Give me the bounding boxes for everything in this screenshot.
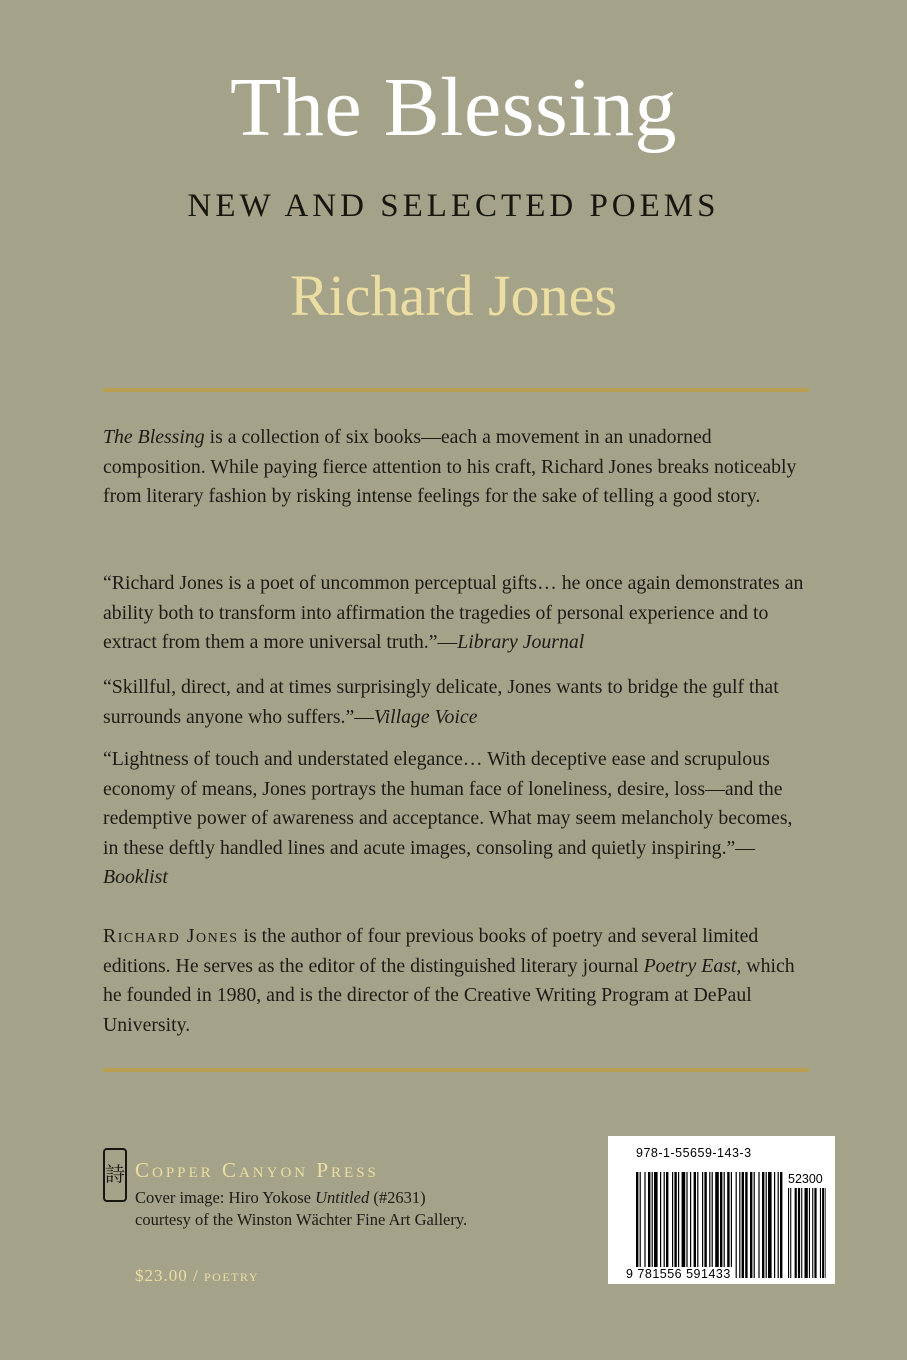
price-code: 52300 [788, 1172, 823, 1186]
barcode-icon [636, 1172, 826, 1278]
barcode-bar [672, 1172, 673, 1278]
credit-text: Cover image: Hiro Yokose [135, 1188, 316, 1207]
barcode-addon-bar [795, 1188, 797, 1278]
barcode-bar [664, 1172, 665, 1278]
barcode-bar [727, 1172, 729, 1278]
barcode-addon-bar [788, 1188, 789, 1278]
description-paragraph [103, 423, 809, 512]
press-name: Copper Canyon Press [135, 1158, 379, 1182]
barcode-addon-bar [812, 1188, 813, 1278]
barcode-bar [686, 1172, 687, 1278]
barcode-bar [709, 1172, 710, 1278]
barcode-addon-bar [805, 1188, 808, 1278]
barcode-bar [750, 1172, 752, 1278]
barcode-addon-bar [822, 1188, 824, 1278]
barcode-bar [660, 1172, 661, 1278]
barcode-addon-bar [814, 1188, 816, 1278]
bio-text-a: is the author of four previous books of poetry and several limited editions. He serves as the editor of the distinguished literary journal [103, 925, 759, 977]
price-label [135, 1266, 259, 1286]
blurb-source: Village Voice [374, 705, 478, 728]
barcode-addon-bar [798, 1188, 800, 1278]
barcode-bar [678, 1172, 679, 1278]
credit-artwork-title: Untitled [315, 1188, 370, 1207]
book-author: Richard Jones [290, 263, 617, 328]
barcode-bar [648, 1172, 650, 1278]
press-logo-icon: 詩 [103, 1148, 127, 1202]
barcode-bar [780, 1172, 782, 1278]
barcode-bar [644, 1172, 645, 1278]
barcode-bar [742, 1172, 744, 1278]
price-category: poetry [203, 1266, 259, 1285]
barcode-bar [694, 1172, 696, 1278]
barcode-bar [690, 1172, 691, 1278]
barcode-bar [712, 1172, 713, 1278]
description-text: is a collection of six books—each a movement in an unadorned composition. While paying fierce attention to his craft, Richard Jones breaks noticeably from literary fashion by risking intense feelings for the sake of telling a good story. [103, 426, 797, 507]
blurb-source: Library Journal [457, 631, 585, 653]
barcode-bar [697, 1172, 698, 1278]
credit-artwork-number: (#2631) [369, 1188, 426, 1207]
blurb-village-voice [103, 673, 809, 732]
ean-number: 9 781556 591433 [626, 1267, 731, 1281]
blurb-quote: “Richard Jones is a poet of uncommon perceptual gifts… he once again demonstrates an ability both to transform into affirmation the tragedies of personal experience and to extract from them a more universal truth.”— [103, 572, 804, 653]
barcode-addon-bar [790, 1188, 791, 1278]
blurb-quote: “Skillful, direct, and at times surprisingly delicate, Jones wants to bridge the gulf that surrounds anyone who suffers.”— [103, 676, 779, 728]
description-title: The Blessing [103, 426, 205, 448]
blurb-source: Booklist [103, 866, 168, 888]
barcode-bar [654, 1172, 658, 1278]
barcode-bar [766, 1172, 767, 1278]
barcode-bar [754, 1172, 755, 1278]
bio-text-b: which he founded in 1980, and is the director of the Creative Writing Program at DePaul University. [103, 954, 795, 1036]
barcode-bar [704, 1172, 706, 1278]
divider-top [103, 388, 809, 392]
barcode-bar [778, 1172, 779, 1278]
barcode-bar [768, 1172, 772, 1278]
blurb-booklist [103, 745, 809, 893]
barcode-bar [702, 1172, 703, 1278]
blurb-quote: “Lightness of touch and understated elegance… With deceptive ease and scrupulous economy of means, Jones portrays the human face of loneliness, desire, loss—and the redemptive power of awareness and acceptance. What may seem melancholy becomes, in these deftly handled lines and acute images, consoling and quietly inspiring.”— [103, 748, 793, 859]
barcode-bar [731, 1172, 732, 1278]
barcode-addon-bar [809, 1188, 810, 1278]
book-subtitle: NEW AND SELECTED POEMS [187, 188, 720, 224]
barcode-bar [724, 1172, 725, 1278]
barcode-bar [758, 1172, 759, 1278]
barcode-bar [739, 1172, 740, 1278]
barcode-addon-bar [825, 1188, 826, 1278]
price-amount: $23.00 [135, 1266, 188, 1285]
barcode-bar [652, 1172, 653, 1278]
barcode-bar [715, 1172, 719, 1278]
book-title: The Blessing [230, 61, 677, 154]
barcode-bar [666, 1172, 668, 1278]
divider-bottom [103, 1068, 809, 1072]
credit-line-1 [135, 1187, 467, 1209]
barcode-bar [636, 1172, 638, 1278]
barcode-bar [745, 1172, 747, 1278]
barcode-bar [736, 1172, 737, 1278]
author-bio [103, 922, 809, 1040]
barcode-addon-bar [820, 1188, 821, 1278]
barcode-box [608, 1136, 835, 1284]
blurb-library-journal [103, 569, 809, 658]
barcode-bar [720, 1172, 722, 1278]
barcode-bar [774, 1172, 775, 1278]
barcode-addon-bar [801, 1188, 802, 1278]
barcode-bar [682, 1172, 686, 1278]
isbn-number: 978-1-55659-143-3 [636, 1146, 752, 1160]
bio-journal: Poetry East, [643, 954, 742, 977]
barcode-bar [674, 1172, 676, 1278]
barcode-bar [762, 1172, 764, 1278]
price-separator: / [187, 1266, 204, 1285]
credit-line-2: courtesy of the Winston Wächter Fine Art Gallery. [135, 1210, 468, 1229]
barcode-bar [640, 1172, 641, 1278]
cover-credit [135, 1187, 467, 1231]
bio-name: Richard Jones [103, 925, 239, 947]
